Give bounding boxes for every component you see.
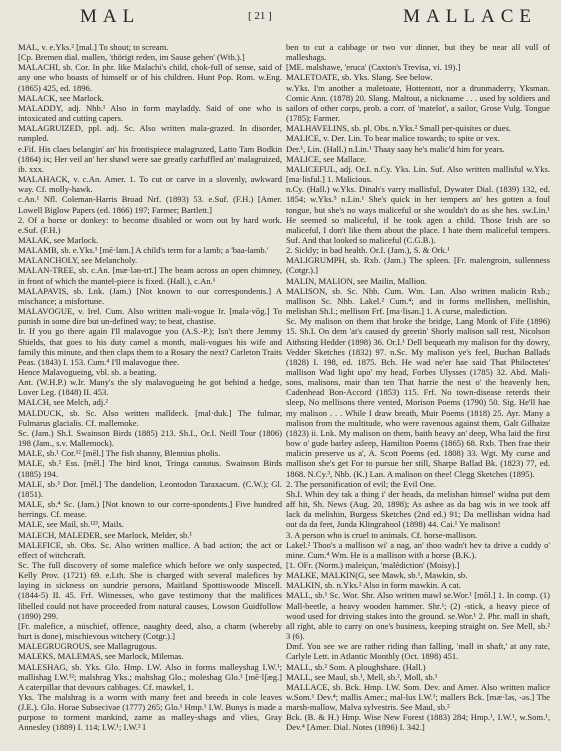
dictionary-entry: Dmf. You see we are rather riding than falling, 'mall in shaft,' at any rate, Carlyle Lett. in Atlantic Monthly (Oct. 1898) 451. [286,641,550,662]
running-head-right: MALLACE [403,6,537,27]
dictionary-entry: MALE, sb.⁴ Sc. (Jam.) [Not known to our corre-spondents.] Five hundred herrings. Cf. mease. [18,499,282,520]
dictionary-entry: Yks. The malshrag is a worm with many feet and breeds in cole leaves (J.E.). Glo. Horae Subsecivae (1777) 265; Glo.¹ Hmp.¹ I.W. Bunys is made a purpose to torment mankind, zame as malley-shags and vlies, Gray Annesley (1889) I. 114; I.W.¹; I.W.² I [18,692,282,733]
dictionary-entry: Sc. (Jam.) Sh.I. Swainson Birds (1885) 213. Sh.I., Or.I. Neill Tour (1806) 198 (Jam., s.v. Mallemock). [18,427,282,449]
dictionary-entry: MALADDY, adj. Nhb.¹ Also in form mayladdy. Said of one who is intoxicated and cutting capers. [18,102,282,124]
dictionary-entry: MALECH, MALEDER, see Marlock, Melder, sb.¹ [18,529,193,540]
dictionary-entry: Hence Malavogueing, vbl. sb. a beating. [18,367,157,377]
dictionary-entry: MALAK, see Marlock. [18,234,99,245]
dictionary-entry: MALEFICE, sb. Obs. Sc. Also written mallice. A bad action; the act or effect of witchcraft. [18,539,282,560]
dictionary-entry: MALEKS, MALEMAS, see Marlock, Milemas. [18,651,184,662]
dictionary-entry: MALAPAVIS, sb. Lnk. (Jam.) [Not known to our correspondents.] A mischance; a misfortune. [18,285,282,306]
dictionary-entry: MALE, sb.¹ Cor.¹² [mēl.] The fish shanny, Blennius pholis. [18,448,221,459]
dictionary-entry: MALAGRUIZED, ppl. adj. Sc. Also written mala-grazed. In disorder, rumpled. [18,123,282,144]
dictionary-entry: 2. The personification of evil; the Evil One. [286,478,436,489]
dictionary-entry: c.An.¹ Nfl. Coleman-Harris Broad Nrf. (1893) 53. e.Suf. (F.H.) [Amer. Lowell Biglow Papers (ed. 1866) 197; Farmer; Bartlett.] [18,194,282,215]
dictionary-entry: e.Fif. His claes belangin' an' his frontispiece malagruzed, Latto Tam Bodkin (1864) ix; Her veil an' her shawl were sae greatly carfuffled an' malagruized, ib. xxx. [18,143,282,174]
dictionary-entry: MALICE, see Mallace. [286,153,367,164]
dictionary-entry: Ir. If you go there again I'll malavogue you (A.S.-P.); Isn't there Jemmy Shields, that goes to his duty camel a month, mali-vogues his wife and family this minute, and then claps them to a Rosary the next? Carleton Traits Peas. (1843) I. 153. Cum.⁴ I'll malavogue thee. [18,326,282,367]
dictionary-entry: MALIGRUMPH, sb. Rxb. (Jam.) The spleen. [Fr. malengroin, sullenness (Cotgr.).] [286,255,550,276]
dictionary-entry: MALE, sb.³ Dor. [mēl.] The dandelion, Leontodon Taraxacum. (C.W.); Gl. (1851). [18,478,282,499]
dictionary-entry: MALL, sb.² Som. A ploughshare. (Hall.) [286,661,426,672]
dictionary-entry: Lakel.² Thoo's a mallison wi' a nag, an' thoo wadn't hev ta drive a cuddy o' mine. Cum.⁴ Wm. He is a mallison with a horse (B.K.). [286,539,550,560]
dictionary-entry: MAL, v. e.Yks.² [mal.] To shout; to scream. [18,42,169,52]
dictionary-entry: [1. OFr. (Norm.) maleiçun, 'malédiction' (Moisy).] [286,559,460,570]
dictionary-entry: MALL, see Maul, sb.¹, Mell, sb.², Moll, sb.¹ [286,671,438,682]
left-column [18,42,282,733]
dictionary-entry: MALETOATE, sb. Yks. Slang. See below. [286,72,433,83]
dictionary-entry: n.Cy. (Hall.) w.Yks. Dinah's varry mallisful, Dywater Dial. (1839) 132, ed. 1854; w.Yks.⁵ n.Lin.¹ She's quick in her tempers an' hes gotten a foul tongue, but she's no ways maliceful or she wouldn't do as she hes. sw.Lin.¹ He seemed so maliceful, if he took agen a child. Those Irish are so maliceful, I don't like them about the place. I hate them maliceful tempers. Suf. And that looked so maliceful (C.G.B.). [286,184,550,245]
dictionary-entry: MALIN, MALION, see Mailin, Mallion. [286,275,427,286]
dictionary-entry: 3. A person who is cruel to animals. Cf. horse-mallison. [286,529,478,540]
dictionary-entry: 2. Of a horse or donkey: to become disabled or worn out by hard work. e.Suf. (F.H.) [18,214,282,235]
dictionary-entry: MALESHAG, sb. Yks. Glo. Hmp. I.W. Also in forms malleyshag I.W.¹; mallishag I.W.¹²; malshrag Yks.; maltshag Glo.; moleshag Glo.¹ [mē·lʃæg.] A caterpillar that devours cabbages. Cf. mawkel, 1. [18,661,282,692]
dictionary-entry: Sh.I. Whin dey tak a thing i' der heads, da melishan himsel' widna put dem aff hit, Sh. News (Aug. 20, 1898); As ashee as da bag wis in we took aff lack da melishin, Burgess Sketches (2nd ed.) 91; Da mellishan widna had out da da feet, Junda Klingrahool (1898) 44. Cai.¹ Ye malison! [286,488,550,530]
dictionary-entry: MALLACE, sb. Bck. Hmp. I.W. Som. Dev. and Amer. Also written malice w.Som.¹ Dev.⁴; mallis Amer.; mal-lus I.W.¹; mallers Bck. [mæ·ləs, -əs.] The marsh-mallow, Malva sylvestris. See Maul, sb.² [286,681,550,713]
dictionary-entry: MALACHI, sb. Cor. In phr. like Malachi's child, chok-full of sense, said of any one who boasts of himself or of his children. Hunt Pop. Rom. w.Eng. (1865) 425, ed. 1896. [18,62,282,93]
dictionary-entry: MALISON, sb. Sc. Nhb. Cum. Wm. Lan. Also written malicin Rxb.; mallison Sc. Nhb. Lakel.² Cum.⁴; and in forms mellishen, mellishin, melishan Sh.I.; mellison Frf. [ma·lisən.] 1. A curse, malediction. [286,285,550,317]
dictionary-entry: MALAHACK, v. c.An. Amer. 1. To cut or carve in a slovenly, awkward way. Cf. molly-hawk. [18,174,282,195]
dictionary-entry: MALACK, see Marlock. [18,92,104,103]
dictionary-entry: Ant. (W.H.P.) w.Ir. Many's the sly malavogueing he got behind a hedge, Lover Leg. (1848) II. 453. [18,377,282,398]
page-header [0,6,561,28]
dictionary-entry: MALHAVELINS, sb. pl. Obs. n.Yks.² Small per-quisites or dues. [286,123,511,134]
dictionary-entry: MALKIN, sb. n.Yks.² Also in form mawkin. A cat. [286,580,461,591]
dictionary-entry: w.Yks. I'm another a maletoate, Hottentott, nor a drunmaderry, Yksman. Comic Ann. (1878) 20. Slang. Maltout, a nickname . . . used by soldiers and sailors of other corps, prob. a corr. of 'matelot', a sailor, Grose Vulg. Tongue (1785); Farmer. [286,82,550,124]
dictionary-entry: [Fr. malefice, a mischief, offence, naughty deed, also, a charm (whereby hurt is done), mischievous witchery (Cotgr.).] [18,620,282,642]
dictionary-entry: [ME. malshawe, 'eruca' (Caxton's Trevisa, vi. 19).] [286,62,461,73]
dictionary-entry: MALCH, see Melch, adj.² [18,397,108,408]
page-number: [ 21 ] [248,10,272,22]
dictionary-entry: MALDUCK, sb. Sc. Also written malldeck. [mal·duk.] The fulmar, Fulmarus glacialis. Cf. mallemoke. [18,407,282,428]
dictionary-entry: ben to cut a cabbage or two vor dinner, but they be near all vull of malleshags. [286,42,550,63]
dictionary-entry: MALE, sb.² Ess. [mēl.] The bird knot, Tringa canutus. Swainson Birds (1885) 194. [18,458,282,479]
dictionary-entry: Sc. The full discovery of some malefice which before we only suspected, Kelly Prov. (1721) 69. e.Lth. She is charged with several malefices by laying in sickness on sundrie persons, Maitland Spottiswoode Miscell. (1844-5) II. 45. Frf. Witnesses, who gave testimony that the malifices libelled could not have proceeded from natural causes, Lowson Guidfollow (1890) 299. [18,559,282,621]
dictionary-entry: MALE, see Mail, sb.¹²³, Mails. [18,519,124,530]
dictionary-entry: Sc. My malison on them that broke the bridge, Lang Monk of Fife (1896) 15. Sh.I. On dem 'at's caused dy greetin' Shorly malison sall rest, Nicolson Aithsting Hedder (1898) 36. Or.I.¹ Dell bequeath my malison for thy dowry, Vedder Sketches (1832) 97. n.Sc. My malison ye's feel, Buchan Ballads (1828) I. 198, ed. 1875. Bch. He wad ne'er hae said That Philoctetes' mallison Wad light upo' my head, Forbes Ulysses (1785) 32. Abd. Mali-sons, malisons, mair than ten That harrie the nest o' the heavenly hen, Cadenhead Bon-Accord (1853) 115. Frf. No town-disease reterds their sleep, No mellisons there vented, Morison Poems (1790) 50. Sig. He'll hae my malison . . . While I draw breath, Muir Poems (1818) 25. Ayr. Many a malison from the multitude, who were ravenous against them, Galt Gilhaize (1823) ii. Lnk. My malison on them, baith heavy an' deep, Wha laid the first bow o' gude barley asleep, Hamilton Poems (1865) 68. Rxb. Then frae their malicin preserve us a', A. Scott Poems (ed. 1808) 33. Wgt. My curse and mallison she's get For to pursue her still, Sharpe Ballad Bk. (1823) 77, ed. 1868. N.Cy.³, Nhb. (K.) Lan. A malison on thee! Clegg Sketches (1895). [286,316,550,479]
dictionary-entry: MALKE, MALKIN(G, see Mawk, sb.¹, Mawkin, sb. [286,570,468,581]
dictionary-entry: MALAVOGUE, v. Irel. Cum. Also written mali-vogue Ir. [malə·vōg.] To punish in some dire but un-defined way; to beat, chastise. [18,306,282,327]
dictionary-entry: MALICE, v. Der. Lin. To bear malice towards; to spite or vex. [286,133,500,144]
dictionary-entry: Der.¹, Lin. (Hall.) n.Lin.¹ Thaay saay he's malic'd him for years. [286,143,505,154]
right-column [286,42,550,733]
dictionary-entry: MALANCHOLY, see Melancholy. [18,255,138,266]
dictionary-entry: MALEGRUGROUS, see Mallagrugous. [18,641,157,652]
dictionary-entry: MALICEFUL, adj. Or.I. n.Cy. Yks. Lin. Suf. Also written mallisful w.Yks. [ma·lisful.] 1. Malicious. [286,163,550,185]
running-head-left: MAL [80,6,141,27]
dictionary-entry: Bck. (B. & H.) Hmp. Wise New Forest (1883) 284; Hmp.¹, I.W.¹, w.Som.¹, Dev.⁴ [Amer. Dial. Notes (1896) I. 342.] [286,712,550,733]
dictionary-entry: 2. Sickly; in bad health. Or.I. (Jam.), S. & Ork.¹ [286,245,450,256]
dictionary-entry: MALL, sb.¹ Sc. Wor. Shr. Also written mawl se.Wor.¹ [mōl.] 1. In comp. (1) Mall-beetle, a heavy wooden hammer. Shr.¹; (2) -stick, a heavy piece of wood used for driving stakes into the ground. se.Wor.¹ 2. Phr. mall in shaft, all right, able to carry on one's business, keeping straight on. See Mell, sb.² 3 (6). [286,590,550,642]
dictionary-entry: [Cp. Bremen dial. mallen, 'thörigt reden, im Sause gehen' (Wtb.).] [18,52,245,63]
dictionary-entry: MALAMB, sb. e.Yks.¹ [mē·lam.] A child's term for a lamb; a 'baa-lamb.' [18,245,269,256]
dictionary-entry: MALAN-TREE, sb. c.An. [mæ·lən-trī.] The beam across an open chimney, in front of which the mantel-piece is fixed. (Hall.), c.An.¹ [18,265,282,286]
